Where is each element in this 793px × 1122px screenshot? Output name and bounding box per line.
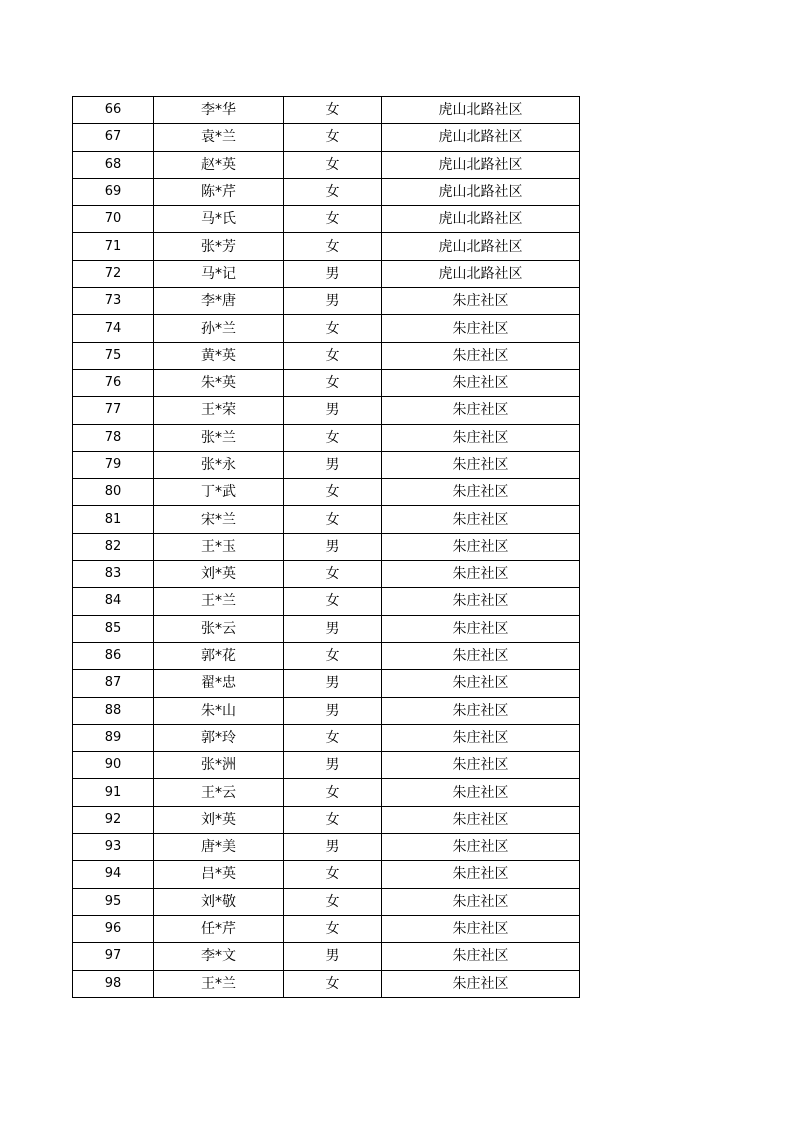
name-cell: 张*洲 — [154, 752, 284, 779]
name-cell: 王*兰 — [154, 970, 284, 997]
table-row — [73, 506, 580, 533]
gender-cell: 女 — [284, 861, 382, 888]
community-cell: 朱庄社区 — [382, 588, 580, 615]
gender-cell: 女 — [284, 970, 382, 997]
row-number-cell: 87 — [73, 670, 154, 697]
row-number-cell: 75 — [73, 342, 154, 369]
gender-cell: 男 — [284, 397, 382, 424]
name-cell: 任*芹 — [154, 915, 284, 942]
community-cell: 虎山北路社区 — [382, 97, 580, 124]
table-row — [73, 233, 580, 260]
row-number-cell: 91 — [73, 779, 154, 806]
row-number-cell: 77 — [73, 397, 154, 424]
table-row — [73, 615, 580, 642]
community-cell: 朱庄社区 — [382, 970, 580, 997]
gender-cell: 男 — [284, 288, 382, 315]
row-number-cell: 72 — [73, 260, 154, 287]
row-number-cell: 96 — [73, 915, 154, 942]
name-cell: 刘*敬 — [154, 888, 284, 915]
gender-cell: 女 — [284, 506, 382, 533]
row-number-cell: 93 — [73, 834, 154, 861]
community-cell: 朱庄社区 — [382, 451, 580, 478]
gender-cell: 女 — [284, 779, 382, 806]
gender-cell: 女 — [284, 479, 382, 506]
community-cell: 虎山北路社区 — [382, 260, 580, 287]
gender-cell: 女 — [284, 151, 382, 178]
table-row — [73, 888, 580, 915]
row-number-cell: 97 — [73, 943, 154, 970]
table-row — [73, 752, 580, 779]
gender-cell: 男 — [284, 260, 382, 287]
table-row — [73, 479, 580, 506]
gender-cell: 女 — [284, 233, 382, 260]
name-cell: 李*文 — [154, 943, 284, 970]
row-number-cell: 79 — [73, 451, 154, 478]
name-cell: 丁*武 — [154, 479, 284, 506]
table-row — [73, 533, 580, 560]
community-cell: 朱庄社区 — [382, 752, 580, 779]
community-cell: 朱庄社区 — [382, 861, 580, 888]
name-cell: 李*华 — [154, 97, 284, 124]
gender-cell: 女 — [284, 724, 382, 751]
gender-cell: 女 — [284, 206, 382, 233]
table-row — [73, 779, 580, 806]
name-cell: 王*云 — [154, 779, 284, 806]
name-cell: 黄*英 — [154, 342, 284, 369]
name-cell: 张*云 — [154, 615, 284, 642]
row-number-cell: 98 — [73, 970, 154, 997]
name-cell: 张*芳 — [154, 233, 284, 260]
table-row — [73, 342, 580, 369]
community-cell: 朱庄社区 — [382, 779, 580, 806]
row-number-cell: 78 — [73, 424, 154, 451]
name-cell: 张*永 — [154, 451, 284, 478]
name-cell: 刘*英 — [154, 561, 284, 588]
row-number-cell: 83 — [73, 561, 154, 588]
table-row — [73, 206, 580, 233]
table-row — [73, 124, 580, 151]
community-cell: 朱庄社区 — [382, 834, 580, 861]
table-row — [73, 697, 580, 724]
table-row — [73, 861, 580, 888]
community-cell: 朱庄社区 — [382, 724, 580, 751]
gender-cell: 男 — [284, 451, 382, 478]
gender-cell: 女 — [284, 424, 382, 451]
community-cell: 朱庄社区 — [382, 342, 580, 369]
community-cell: 朱庄社区 — [382, 561, 580, 588]
name-cell: 陈*芹 — [154, 178, 284, 205]
table-row — [73, 397, 580, 424]
name-cell: 孙*兰 — [154, 315, 284, 342]
roster-table-body — [73, 97, 580, 998]
name-cell: 王*兰 — [154, 588, 284, 615]
community-cell: 朱庄社区 — [382, 642, 580, 669]
name-cell: 李*唐 — [154, 288, 284, 315]
row-number-cell: 95 — [73, 888, 154, 915]
community-cell: 朱庄社区 — [382, 806, 580, 833]
gender-cell: 女 — [284, 642, 382, 669]
gender-cell: 男 — [284, 670, 382, 697]
name-cell: 朱*英 — [154, 369, 284, 396]
table-row — [73, 151, 580, 178]
gender-cell: 女 — [284, 561, 382, 588]
gender-cell: 女 — [284, 178, 382, 205]
gender-cell: 女 — [284, 97, 382, 124]
table-row — [73, 943, 580, 970]
gender-cell: 男 — [284, 834, 382, 861]
name-cell: 马*记 — [154, 260, 284, 287]
row-number-cell: 69 — [73, 178, 154, 205]
gender-cell: 女 — [284, 124, 382, 151]
table-row — [73, 178, 580, 205]
table-row — [73, 288, 580, 315]
name-cell: 刘*英 — [154, 806, 284, 833]
name-cell: 郭*花 — [154, 642, 284, 669]
community-cell: 朱庄社区 — [382, 315, 580, 342]
row-number-cell: 71 — [73, 233, 154, 260]
name-cell: 宋*兰 — [154, 506, 284, 533]
table-row — [73, 588, 580, 615]
community-cell: 虎山北路社区 — [382, 233, 580, 260]
row-number-cell: 70 — [73, 206, 154, 233]
table-row — [73, 915, 580, 942]
row-number-cell: 73 — [73, 288, 154, 315]
community-cell: 虎山北路社区 — [382, 206, 580, 233]
gender-cell: 女 — [284, 806, 382, 833]
name-cell: 马*氏 — [154, 206, 284, 233]
community-cell: 虎山北路社区 — [382, 124, 580, 151]
name-cell: 翟*忠 — [154, 670, 284, 697]
row-number-cell: 68 — [73, 151, 154, 178]
row-number-cell: 82 — [73, 533, 154, 560]
gender-cell: 女 — [284, 369, 382, 396]
community-cell: 朱庄社区 — [382, 369, 580, 396]
name-cell: 吕*英 — [154, 861, 284, 888]
table-row — [73, 670, 580, 697]
row-number-cell: 89 — [73, 724, 154, 751]
community-cell: 朱庄社区 — [382, 533, 580, 560]
community-cell: 朱庄社区 — [382, 888, 580, 915]
name-cell: 朱*山 — [154, 697, 284, 724]
table-row — [73, 315, 580, 342]
gender-cell: 男 — [284, 943, 382, 970]
row-number-cell: 67 — [73, 124, 154, 151]
row-number-cell: 74 — [73, 315, 154, 342]
row-number-cell: 88 — [73, 697, 154, 724]
gender-cell: 男 — [284, 697, 382, 724]
gender-cell: 男 — [284, 615, 382, 642]
name-cell: 唐*美 — [154, 834, 284, 861]
row-number-cell: 94 — [73, 861, 154, 888]
gender-cell: 男 — [284, 533, 382, 560]
row-number-cell: 81 — [73, 506, 154, 533]
row-number-cell: 86 — [73, 642, 154, 669]
community-cell: 朱庄社区 — [382, 479, 580, 506]
table-row — [73, 260, 580, 287]
table-row — [73, 451, 580, 478]
row-number-cell: 76 — [73, 369, 154, 396]
table-row — [73, 970, 580, 997]
table-row — [73, 806, 580, 833]
row-number-cell: 92 — [73, 806, 154, 833]
community-cell: 朱庄社区 — [382, 615, 580, 642]
roster-table — [72, 96, 580, 998]
community-cell: 朱庄社区 — [382, 424, 580, 451]
gender-cell: 男 — [284, 752, 382, 779]
community-cell: 朱庄社区 — [382, 697, 580, 724]
community-cell: 朱庄社区 — [382, 943, 580, 970]
community-cell: 朱庄社区 — [382, 288, 580, 315]
table-row — [73, 424, 580, 451]
community-cell: 朱庄社区 — [382, 506, 580, 533]
row-number-cell: 66 — [73, 97, 154, 124]
name-cell: 郭*玲 — [154, 724, 284, 751]
table-row — [73, 561, 580, 588]
row-number-cell: 84 — [73, 588, 154, 615]
name-cell: 张*兰 — [154, 424, 284, 451]
row-number-cell: 90 — [73, 752, 154, 779]
table-row — [73, 724, 580, 751]
gender-cell: 女 — [284, 915, 382, 942]
table-row — [73, 369, 580, 396]
row-number-cell: 85 — [73, 615, 154, 642]
gender-cell: 女 — [284, 315, 382, 342]
community-cell: 虎山北路社区 — [382, 178, 580, 205]
name-cell: 袁*兰 — [154, 124, 284, 151]
community-cell: 朱庄社区 — [382, 915, 580, 942]
table-row — [73, 642, 580, 669]
table-row — [73, 834, 580, 861]
gender-cell: 女 — [284, 888, 382, 915]
row-number-cell: 80 — [73, 479, 154, 506]
gender-cell: 女 — [284, 342, 382, 369]
name-cell: 王*荣 — [154, 397, 284, 424]
gender-cell: 女 — [284, 588, 382, 615]
community-cell: 朱庄社区 — [382, 670, 580, 697]
name-cell: 王*玉 — [154, 533, 284, 560]
community-cell: 朱庄社区 — [382, 397, 580, 424]
table-row — [73, 97, 580, 124]
community-cell: 虎山北路社区 — [382, 151, 580, 178]
name-cell: 赵*英 — [154, 151, 284, 178]
